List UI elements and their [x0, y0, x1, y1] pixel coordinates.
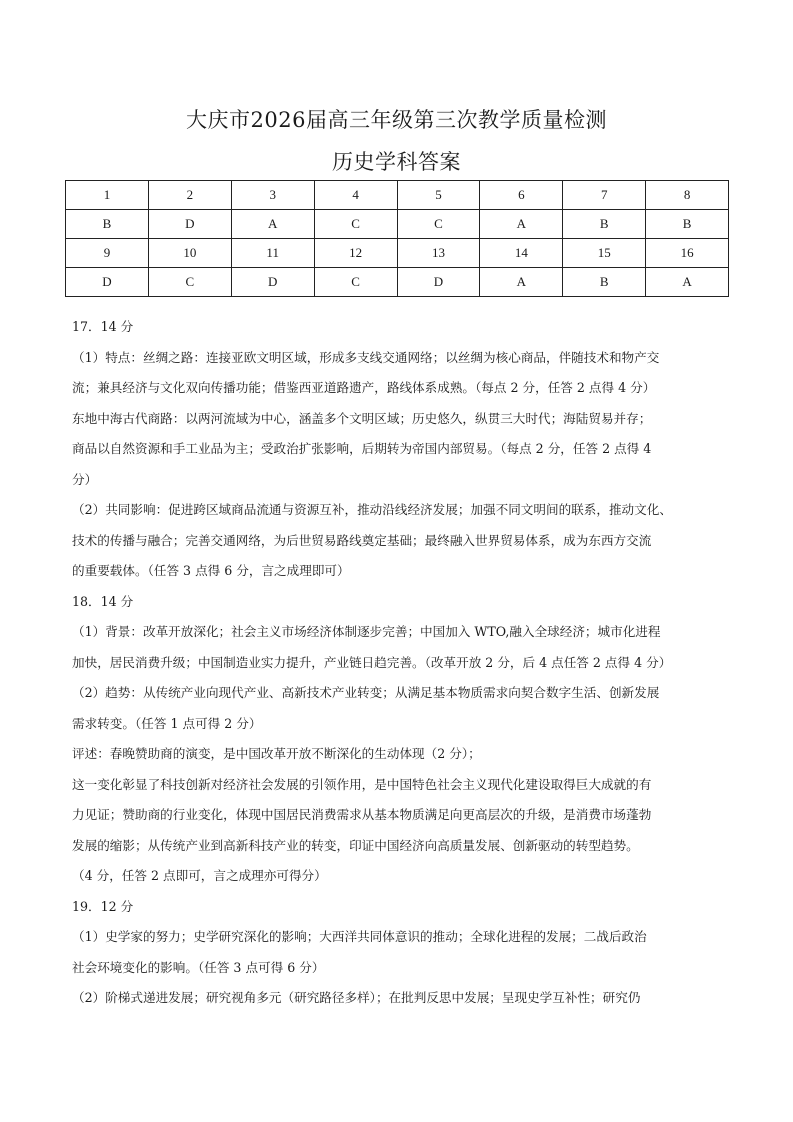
text-line: 流；兼具经济与文化双向传播功能；借鉴西亚道路遗产，路线体系成熟。（每点 2 分，任答 2 点得 4 分）: [72, 380, 656, 395]
text-line: 发展的缩影；从传统产业到高新科技产业的转变，印证中国经济向高质量发展、创新驱动的转型趋势。: [72, 837, 639, 853]
question-number-cell: 12: [314, 239, 397, 268]
table-row: [66, 181, 729, 210]
answer-cell: D: [148, 210, 231, 239]
question-number-cell: 16: [646, 239, 729, 268]
answer-cell: B: [646, 210, 729, 239]
question-number-cell: 4: [314, 181, 397, 210]
text-line: 加快，居民消费升级；中国制造业实力提升，产业链日趋完善。（改革开放 2 分，后 4 点任答 2 点得 4 分）: [72, 654, 672, 670]
answer-cell: A: [480, 268, 563, 297]
text-line: （2）趋势：从传统产业向现代产业、高新技术产业转变；从满足基本物质需求向契合数字生活、创新发展: [72, 685, 660, 700]
text-line: 需求转变。（任答 1 点可得 2 分）: [72, 715, 262, 731]
answer-cell: A: [231, 210, 314, 239]
text-line: （2）共同影响：促进跨区域商品流通与资源互补，推动沿线经济发展；加强不同文明间的联系，推动文化、: [72, 502, 672, 517]
text-line: （1）特点：丝绸之路：连接亚欧文明区域，形成多支线交通网络；以丝绸为核心商品，伴随技术和物产交: [72, 349, 660, 365]
text-line: 18．14 分: [72, 593, 134, 609]
question-number-cell: 15: [563, 239, 646, 268]
text-line: 这一变化彰显了科技创新对经济社会发展的引领作用，是中国特色社会主义现代化建设取得巨大成就的有: [72, 776, 652, 792]
answer-cell: A: [480, 210, 563, 239]
question-number-cell: 1: [66, 181, 149, 210]
question-number-cell: 10: [148, 239, 231, 268]
table-row: [66, 210, 729, 239]
answer-cell: D: [66, 268, 149, 297]
text-line: 商品以自然资源和手工业品为主；受政治扩张影响，后期转为帝国内部贸易。（每点 2 分，任答 2 点得 4: [72, 441, 652, 456]
text-line: （1）背景：改革开放深化；社会主义市场经济体制逐步完善；中国加入 WTO,融入全球经济；城市化进程: [72, 624, 661, 639]
answer-content: [72, 312, 732, 1014]
answer-cell: B: [563, 268, 646, 297]
answer-cell: D: [397, 268, 480, 297]
text-line: 19．12 分: [72, 898, 134, 914]
question-number-cell: 3: [231, 181, 314, 210]
answer-cell: C: [314, 210, 397, 239]
text-line: 社会环境变化的影响。（任答 3 点可得 6 分）: [72, 959, 325, 975]
text-line: 力见证；赞助商的行业变化，体现中国居民消费需求从基本物质满足向更高层次的升级，是消费市场蓬勃: [72, 807, 652, 822]
text-line: （1）史学家的努力；史学研究深化的影响；大西洋共同体意识的推动；全球化进程的发展；二战后政治: [72, 929, 647, 944]
question-number-cell: 7: [563, 181, 646, 210]
answer-cell: C: [397, 210, 480, 239]
answer-cell: C: [148, 268, 231, 297]
text-line: 评述：春晚赞助商的演变，是中国改革开放不断深化的生动体现（2 分）；: [72, 746, 481, 761]
text-line: 东地中海古代商路：以两河流域为中心，涵盖多个文明区域；历史悠久，纵贯三大时代；海陆贸易并存；: [72, 410, 652, 426]
question-number-cell: 9: [66, 239, 149, 268]
answer-cell: C: [314, 268, 397, 297]
text-line: 技术的传播与融合；完善交通网络，为后世贸易路线奠定基础；最终融入世界贸易体系，成为东西方交流: [72, 532, 652, 548]
question-number-cell: 14: [480, 239, 563, 268]
answer-cell: A: [646, 268, 729, 297]
question-number-cell: 2: [148, 181, 231, 210]
subject-title: 历史学科答案: [332, 150, 461, 174]
answer-cell: B: [563, 210, 646, 239]
text-line: 17．14 分: [72, 319, 134, 334]
answer-table: [65, 180, 729, 297]
text-line: （2）阶梯式递进发展；研究视角多元（研究路径多样）；在批判反思中发展；呈现史学互补性；研究仍: [72, 990, 641, 1005]
question-number-cell: 6: [480, 181, 563, 210]
text-line: （4 分，任答 2 点即可，言之成理亦可得分）: [72, 868, 327, 883]
question-number-cell: 13: [397, 239, 480, 268]
text-line: 的重要载体。（任答 3 点得 6 分，言之成理即可）: [72, 563, 350, 578]
table-row: [66, 239, 729, 268]
table-row: [66, 268, 729, 297]
question-number-cell: 8: [646, 181, 729, 210]
answer-cell: B: [66, 210, 149, 239]
answer-cell: D: [231, 268, 314, 297]
exam-title: 大庆市2026届高三年级第三次教学质量检测: [186, 108, 607, 132]
text-line: 分）: [72, 471, 98, 487]
question-number-cell: 11: [231, 239, 314, 268]
question-number-cell: 5: [397, 181, 480, 210]
